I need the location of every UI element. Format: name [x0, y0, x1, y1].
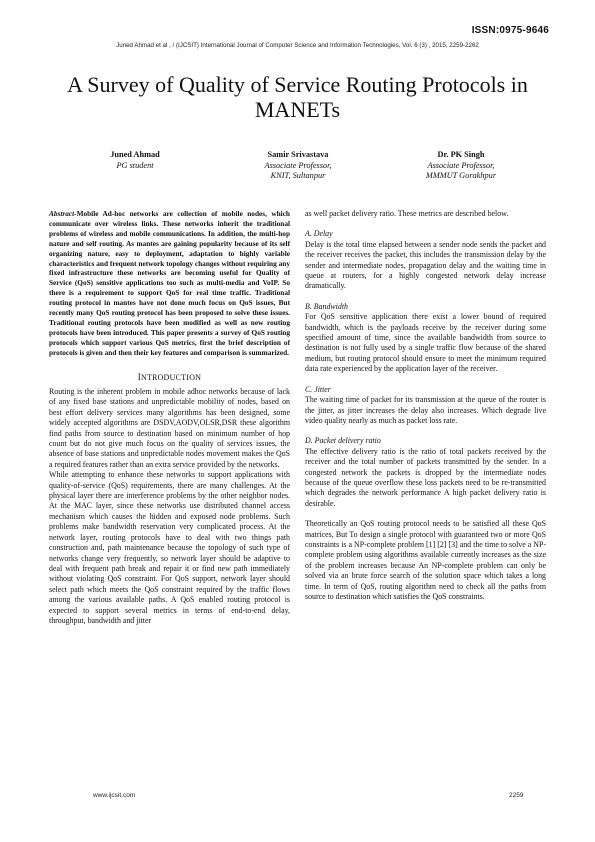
subsection-jitter-heading: C. Jitter	[305, 384, 331, 394]
author-3	[386, 150, 536, 182]
theory-paragraph: Theoretically an QoS routing protocol needs to be satisfied all these QoS matrices, But To design a single protocol with guaranteed two or more QoS constraints is a NP-complete problem [1] [2] [3] and the time to solve a NP-complete problem using algorithms available currently increases as the size of the problem increases because An NP-complete problem can only be solved via an brute force search of the solution space which takes a long time. In term of QoS, routing algorithm need to check all the paths from source to destination which satisfies the QoS constraints.	[305, 519, 546, 601]
heading-rest: NTRODUCTION	[141, 372, 202, 382]
abstract-label: Abstract-	[49, 209, 77, 218]
author-affiliation: Associate Professor,	[427, 160, 495, 170]
author-affiliation: PG student	[116, 160, 154, 170]
author-1	[60, 150, 210, 171]
subsection-pdr-heading: D. Packet delivery ratio	[305, 436, 381, 446]
author-affiliation: Associate Professor,	[264, 160, 332, 170]
intro-paragraph-2: While attempting to enhance these networks to support applications with quality-of-service (QoS) requirements, there are many challenges. At the physical layer there are interference problems by the other neighbor nodes. At the MAC layer, since these networks use distributed channel access mechanism which causes the hidden and exposed node problems. Such problems make bandwidth reservation very complicated process. At the network layer, routing protocols have to deal with two things path construction and, path maintenance because the topology of such type of networks change very frequently, so network layer should be adaptive to deal with frequent path break and repair it or find new path immediately without violating QoS constraint. For QoS support, network layer should select path which meets the QoS constraint required by the traffic flows among the various available paths. A QoS enabled routing protocol is expected to support several metrics in terms of end-to-end delay, throughput, bandwidth and jitter	[49, 470, 290, 625]
author-name: Juned Ahmad	[110, 150, 160, 159]
metrics-intro: as well packet delivery ratio. These metrics are described below.	[305, 209, 509, 218]
subsection-bandwidth-heading: B. Bandwidth	[305, 301, 348, 311]
right-column	[305, 209, 546, 602]
jitter-paragraph: The waiting time of packet for its transmission at the queue of the router is the jitter, as jitter increases the delay also increases. Which degrade live video quality nearly as much as packet loss rate.	[305, 395, 546, 425]
section-heading-introduction	[49, 372, 290, 383]
bandwidth-paragraph: For QoS sensitive application there exist a lower bound of required bandwidth, which is the payloads receive by the receiver during some specified amount of time, since the available bandwidth from source to destination is not fully used by a single traffic flow because of the shared medium, but routing protocol should ensure to meet the minimum required data rate experienced by the application layer of the receiver.	[305, 312, 546, 374]
issn-label: ISSN:0975-9646	[471, 25, 549, 36]
footer-page-number: 2259	[509, 792, 524, 799]
author-name: Samir Srivastava	[267, 150, 329, 159]
author-affiliation: KNIT, Sultanpur	[270, 171, 326, 180]
subsection-delay-heading: A. Delay	[305, 229, 333, 239]
abstract	[49, 209, 290, 358]
author-name: Dr. PK Singh	[437, 150, 485, 159]
intro-paragraph-1: Routing is the inherent problem in mobile adhoc networks because of lack of any fixed base stations and unpredictable mobility of nodes, based on best effort delivery services many algorithms has been designed, some widely accepted algorithms are DSDV,AODV,OLSR,DSR these algorithm find paths from source to destination based on minimum number of hop count but do not give much focus on the quality of services issues, the absence of base stations and unpredictable nodes movement makes the QoS a required features rather than an extra service provided by the networks.	[49, 387, 290, 469]
pdr-paragraph: The effective delivery ratio is the ratio of total packets received by the receiver and the total number of packets transmitted by the sender. In a congested network the packets is dropped by the intermediate nodes because of the queue overflow these loss packets need to be re-transmitted which degrades the network performance A high packet delivery ratio is desirable.	[305, 446, 546, 508]
author-2	[223, 150, 373, 182]
footer-url: www.ijcsit.com	[93, 792, 136, 799]
abstract-text: Mobile Ad-hoc networks are collection of mobile nodes, which communicate over wireless links. These networks inherit the traditional problems of wireless and mobile communications. In addition, the multi-hop nature and self routing. As mantes are gaining popularity because of its self organizing nature, easy to deployment, adaptation to highly variable characteristics and frequent network topology changes without requiring any fixed infrastructure these networks are becoming useful for Quality of Service (QoS) sensitive applications too such as multi-media and VoIP. So there is a requirement to support QoS for real time traffic. Traditional routing protocol in mantes have not done much focus on QoS issues, But recently many QoS routing protocol has been proposed to solve these issues. Traditional routing protocols have been modified as well as new routing protocols have been introduced. This paper presents a survey of QoS routing protocols which support various QoS metrics, first the brief description of protocols is given and then their key features and comparison is summarized.	[49, 209, 290, 357]
journal-header: Juned Ahmad et al , / (IJCSIT) International Journal of Computer Science and Information Technologies, Vol. 6 (3) , 2015, 2259-2262	[116, 42, 479, 49]
delay-paragraph: Delay is the total time elapsed between a sender node sends the packet and the receiver receives the packet, this includes the transmission delay by the sender and intermediate nodes, propagation delay and the waiting time in queue at routers, for a highly congested network delay increase dramatically.	[305, 239, 546, 291]
left-column	[49, 209, 290, 626]
author-affiliation: MMMUT Gorakhpur	[425, 171, 497, 180]
heading-initial: I	[137, 371, 141, 382]
paper-title: A Survey of Quality of Service Routing Protocols in MANETs	[67, 72, 528, 122]
